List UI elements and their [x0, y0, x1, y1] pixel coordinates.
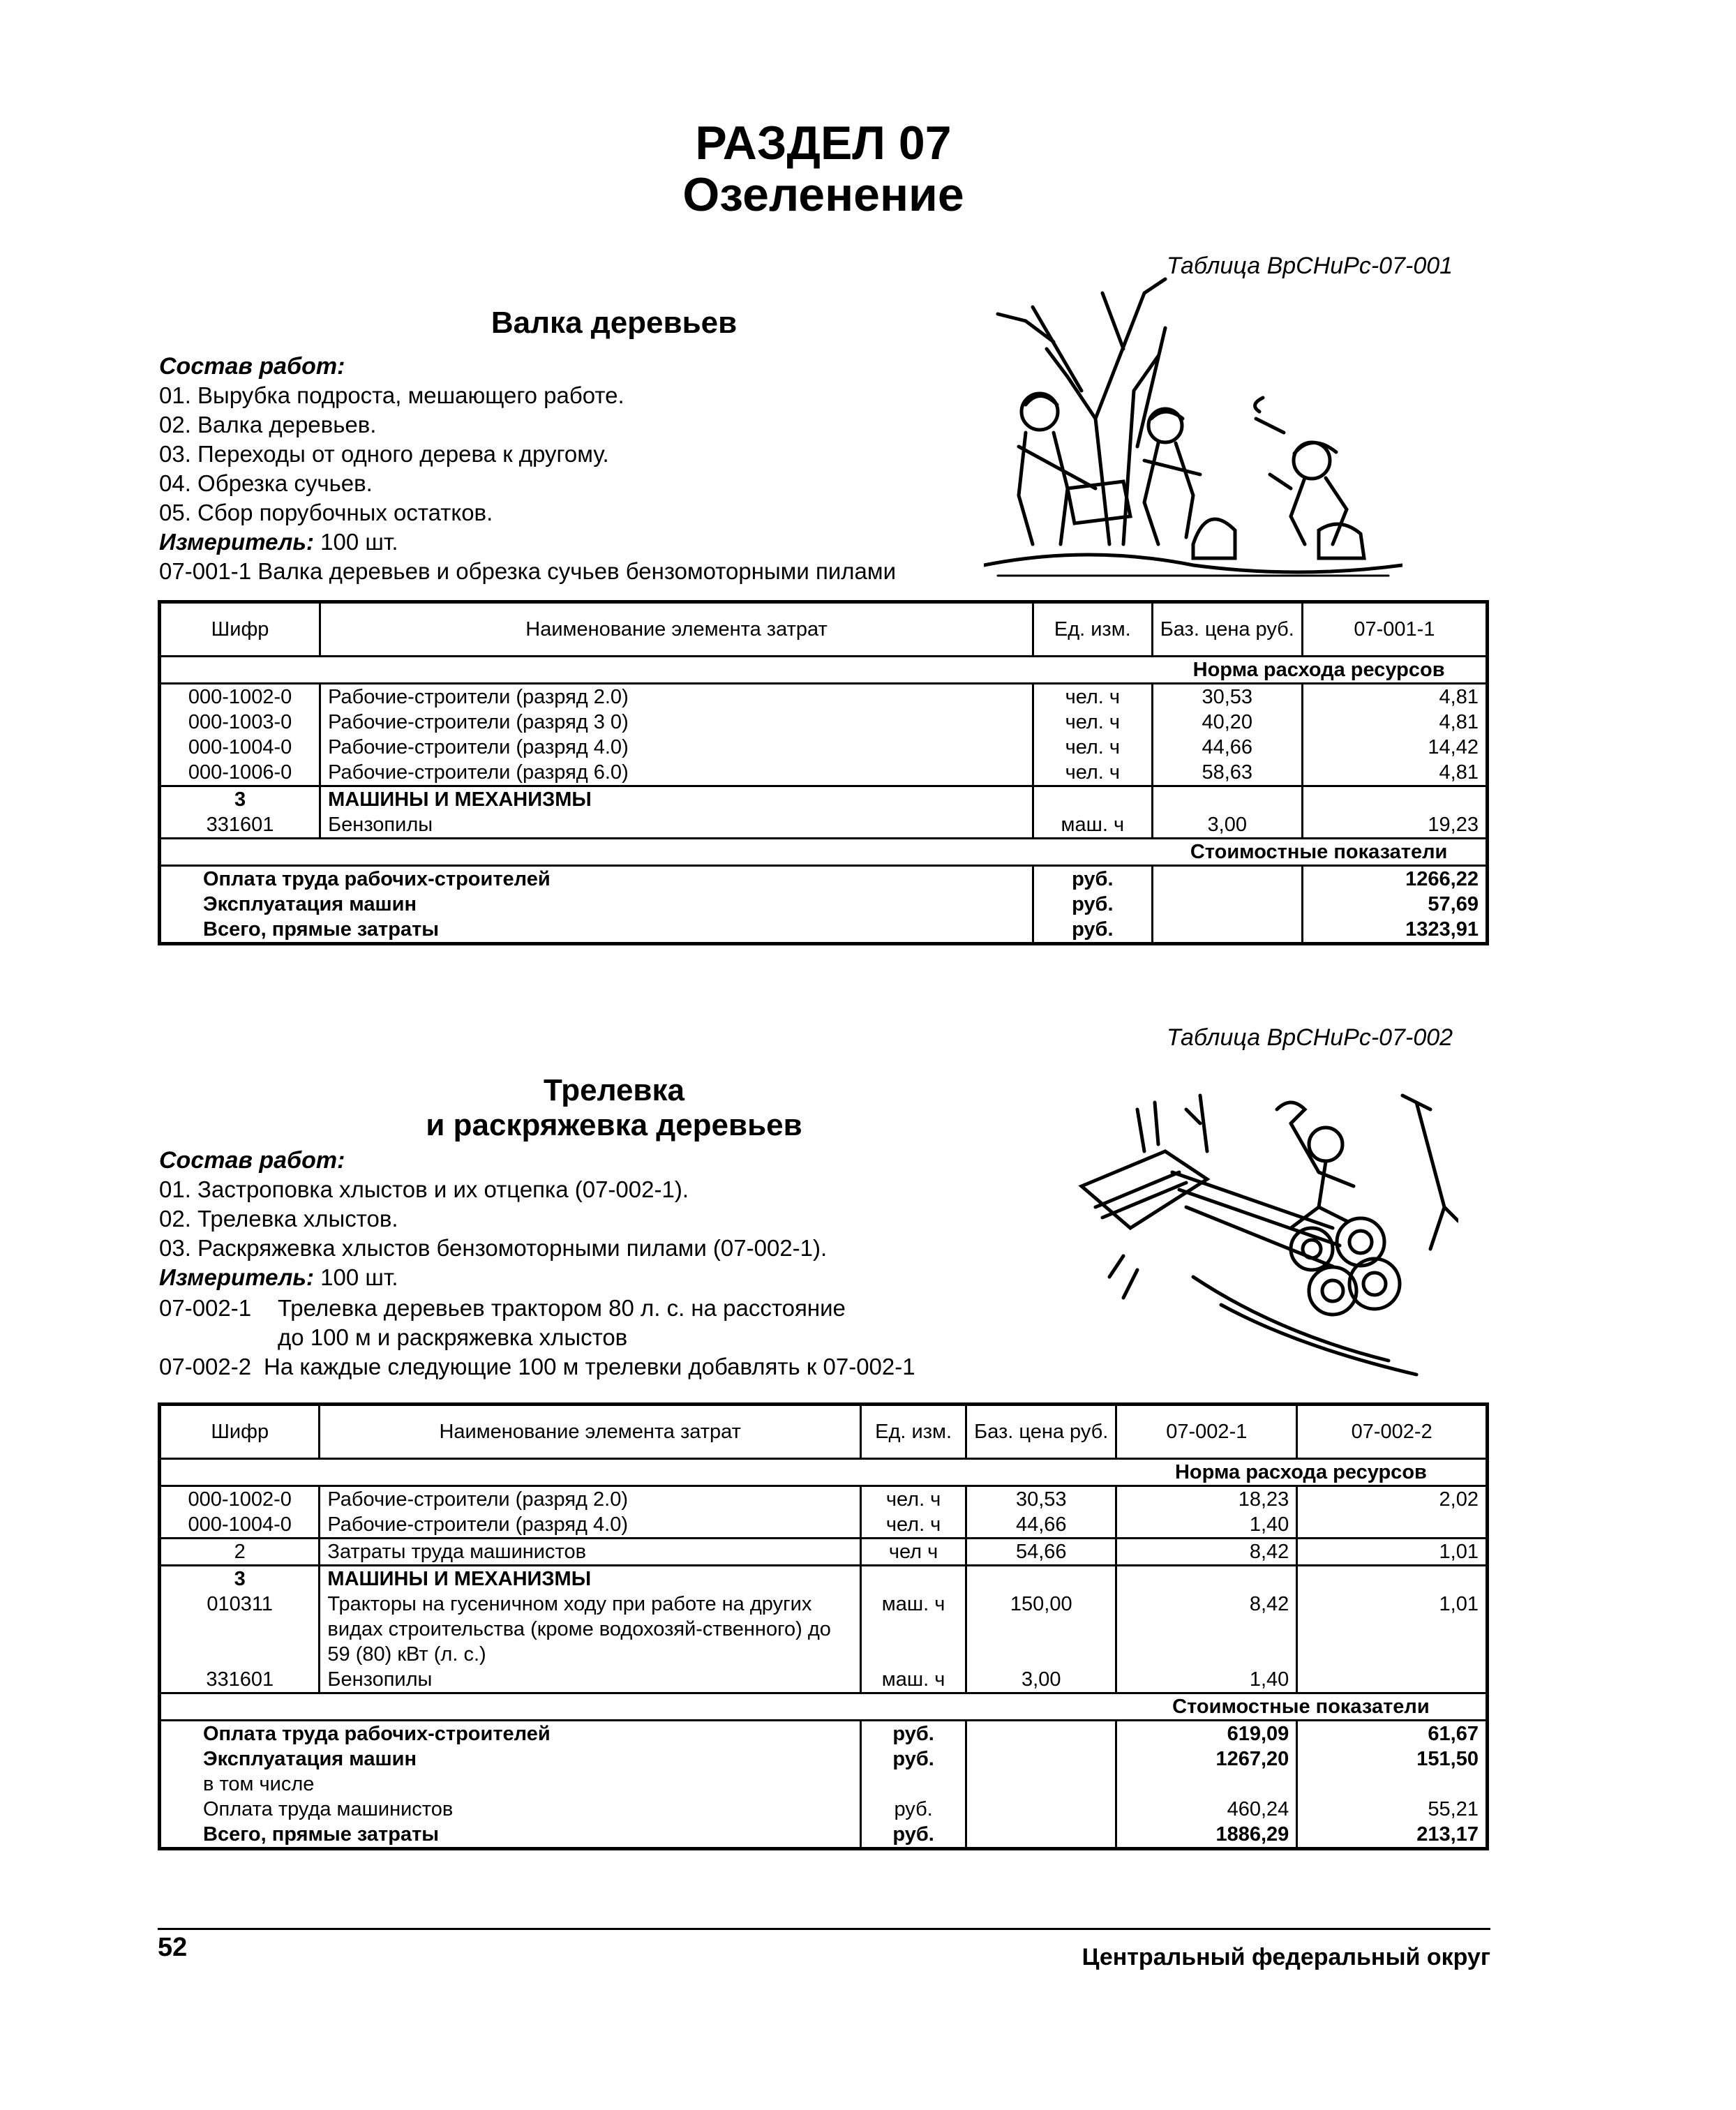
table1-step-4: 04. Обрезка сучьев.	[159, 470, 373, 496]
table2-item1-code: 07-002-1	[159, 1295, 252, 1321]
group-label: МАШИНЫ И МЕХАНИЗМЫ	[320, 1566, 861, 1592]
cell-unit: чел. ч	[1033, 760, 1152, 786]
footer-region: Центральный федеральный округ	[1082, 1944, 1490, 1970]
cost-value-1: 619,09	[1116, 1721, 1297, 1747]
cell-unit: чел. ч	[1033, 735, 1152, 760]
cost-label: Стоимостные показатели	[1152, 839, 1487, 866]
cell-name: Рабочие-строители (разряд 2.0)	[320, 684, 1033, 710]
norm-label-row	[160, 657, 1488, 684]
table1-title: Валка деревьев	[491, 306, 738, 340]
cost-value-2: 55,21	[1297, 1797, 1488, 1822]
cost-value-2: 213,17	[1297, 1822, 1488, 1849]
table-row	[160, 1592, 1488, 1667]
header-code: Шифр	[160, 602, 320, 657]
cell-name: Рабочие-строители (разряд 4.0)	[320, 735, 1033, 760]
cell-price: 44,66	[1152, 735, 1302, 760]
table2-item1-text-1: Трелевка деревьев трактором 80 л. с. на расстояние	[278, 1295, 846, 1321]
table2-item1-text-2: до 100 м и раскряжевка хлыстов	[278, 1324, 628, 1350]
table-row	[160, 684, 1488, 710]
cell-unit: маш. ч	[861, 1667, 966, 1693]
cell-code: 010311	[160, 1592, 320, 1667]
cell-name: Бензопилы	[320, 812, 1033, 839]
cell-unit: чел. ч	[861, 1512, 966, 1539]
cell-name: Рабочие-строители (разряд 4.0)	[320, 1512, 861, 1539]
cell-code: 2	[160, 1539, 320, 1566]
cost-unit: руб.	[1033, 866, 1152, 892]
cell-price: 30,53	[1152, 684, 1302, 710]
cell-name: Тракторы на гусеничном ходу при работе на других видах строительства (кроме водохозяй-ственного) до 59 (80) кВт (л. с.)	[320, 1592, 861, 1667]
cell-code: 000-1004-0	[160, 1512, 320, 1539]
table2-composition-label: Состав работ:	[159, 1147, 345, 1174]
table-row	[160, 710, 1488, 735]
footer-divider	[158, 1928, 1490, 1930]
cell-name: Бензопилы	[320, 1667, 861, 1693]
cost-value-1: 460,24	[1116, 1797, 1297, 1822]
table2-measure-label: Измеритель:	[159, 1264, 314, 1290]
header-col-07-002-1: 07-002-1	[1116, 1405, 1297, 1459]
table-ref-2: Таблица ВрСНиРс-07-002	[1167, 1024, 1453, 1051]
cell-value: 14,42	[1302, 735, 1487, 760]
cost-row	[160, 866, 1488, 892]
cell-value: 19,23	[1302, 812, 1487, 839]
cell-value: 4,81	[1302, 710, 1487, 735]
table2-title	[391, 1073, 837, 1143]
header-name: Наименование элемента затрат	[320, 1405, 861, 1459]
cost-name: Всего, прямые затраты	[160, 917, 1033, 944]
table1-measure	[159, 529, 398, 555]
cell-code: 000-1003-0	[160, 710, 320, 735]
machines-group-row	[160, 786, 1488, 813]
cell-value-2	[1297, 1667, 1488, 1693]
header-name: Наименование элемента затрат	[320, 602, 1033, 657]
cost-value-2: 151,50	[1297, 1746, 1488, 1772]
machines-group-row	[160, 1566, 1488, 1592]
cell-code: 331601	[160, 812, 320, 839]
cell-value-2: 1,01	[1297, 1592, 1488, 1667]
cell-value-2: 1,01	[1297, 1539, 1488, 1566]
table2-step-3: 03. Раскряжевка хлыстов бензомоторными пилами (07-002-1).	[159, 1235, 828, 1261]
cost-unit: руб.	[1033, 917, 1152, 944]
cell-name: Рабочие-строители (разряд 3 0)	[320, 710, 1033, 735]
cost-name: Эксплуатация машин	[160, 892, 1033, 917]
table-row	[160, 812, 1488, 839]
table1-item-line: 07-001-1 Валка деревьев и обрезка сучьев бензомоторными пилами	[159, 558, 896, 584]
page-number: 52	[158, 1933, 188, 1962]
cell-unit: маш. ч	[1033, 812, 1152, 839]
cell-price: 3,00	[1152, 812, 1302, 839]
table1-measure-value: 100 шт.	[320, 529, 398, 555]
header-col-07-002-2: 07-002-2	[1297, 1405, 1488, 1459]
cell-price: 58,63	[1152, 760, 1302, 786]
table2-measure	[159, 1264, 398, 1291]
section-title	[0, 117, 1647, 220]
table-row	[160, 1512, 1488, 1539]
cell-unit: чел. ч	[1033, 684, 1152, 710]
header-price: Баз. цена руб.	[1152, 602, 1302, 657]
cell-code: 000-1002-0	[160, 1486, 320, 1513]
header-unit: Ед. изм.	[861, 1405, 966, 1459]
lumberjacks-illustration	[984, 265, 1402, 586]
cost-row	[160, 1797, 1488, 1822]
table-ref-1: Таблица ВрСНиРс-07-001	[1167, 253, 1453, 279]
cell-price: 3,00	[966, 1667, 1116, 1693]
table2-step-1: 01. Застроповка хлыстов и их отцепка (07-002-1).	[159, 1176, 689, 1202]
cost-label-row	[160, 1693, 1488, 1721]
cost-name: Оплата труда рабочих-строителей	[160, 866, 1033, 892]
table2-item2-code: 07-002-2	[159, 1354, 252, 1379]
cost-value: 1266,22	[1302, 866, 1487, 892]
cost-unit: руб.	[861, 1746, 966, 1772]
cell-value-1: 8,42	[1116, 1592, 1297, 1667]
operators-row	[160, 1539, 1488, 1566]
cell-price: 30,53	[966, 1486, 1116, 1513]
cost-unit: руб.	[1033, 892, 1152, 917]
cost-unit: руб.	[861, 1797, 966, 1822]
cost-name: Оплата труда рабочих-строителей	[160, 1721, 861, 1747]
cost-value-1: 1267,20	[1116, 1746, 1297, 1772]
cell-value-1: 1,40	[1116, 1667, 1297, 1693]
section-name: Озеленение	[682, 168, 964, 221]
table-header-row	[160, 1405, 1488, 1459]
cell-code: 000-1006-0	[160, 760, 320, 786]
cell-price: 150,00	[966, 1592, 1116, 1667]
table2-title-line1: Трелевка	[544, 1073, 684, 1107]
cell-value-1: 1,40	[1116, 1512, 1297, 1539]
cost-row	[160, 892, 1488, 917]
group-label: МАШИНЫ И МЕХАНИЗМЫ	[320, 786, 1033, 813]
group-code: 3	[160, 1566, 320, 1592]
cell-value-1: 18,23	[1116, 1486, 1297, 1513]
cell-value: 4,81	[1302, 760, 1487, 786]
table2-measure-value: 100 шт.	[320, 1264, 398, 1290]
cost-name: Оплата труда машинистов	[160, 1797, 861, 1822]
resource-table-1	[158, 600, 1489, 945]
table-row	[160, 1667, 1488, 1693]
cell-code: 000-1004-0	[160, 735, 320, 760]
cell-name: Рабочие-строители (разряд 2.0)	[320, 1486, 861, 1513]
cost-row	[160, 1746, 1488, 1772]
cell-price: 44,66	[966, 1512, 1116, 1539]
cost-label-row	[160, 839, 1488, 866]
cost-value-2: 61,67	[1297, 1721, 1488, 1747]
table1-step-5: 05. Сбор порубочных остатков.	[159, 500, 493, 525]
table2-title-line2: и раскряжевка деревьев	[426, 1108, 802, 1142]
cost-row	[160, 917, 1488, 944]
table-row	[160, 735, 1488, 760]
table-row	[160, 1486, 1488, 1513]
table2-step-2: 02. Трелевка хлыстов.	[159, 1206, 398, 1232]
norm-label-row	[160, 1459, 1488, 1486]
norm-label: Норма расхода ресурсов	[1116, 1459, 1488, 1486]
cell-value-2: 2,02	[1297, 1486, 1488, 1513]
cost-row	[160, 1721, 1488, 1747]
table-header-row	[160, 602, 1488, 657]
header-price: Баз. цена руб.	[966, 1405, 1116, 1459]
header-code: Шифр	[160, 1405, 320, 1459]
cost-row	[160, 1822, 1488, 1849]
cell-value-2	[1297, 1512, 1488, 1539]
cell-price: 40,20	[1152, 710, 1302, 735]
table1-step-1: 01. Вырубка подроста, мешающего работе.	[159, 382, 624, 408]
cell-unit: чел. ч	[861, 1486, 966, 1513]
group-code: 3	[160, 786, 320, 813]
table-row	[160, 760, 1488, 786]
cost-row	[160, 1772, 1488, 1797]
cell-value: 4,81	[1302, 684, 1487, 710]
table1-step-2: 02. Валка деревьев.	[159, 412, 377, 437]
header-unit: Ед. изм.	[1033, 602, 1152, 657]
cell-price: 54,66	[966, 1539, 1116, 1566]
resource-table-2	[158, 1402, 1489, 1850]
cost-value: 57,69	[1302, 892, 1487, 917]
table1-composition-label: Состав работ:	[159, 353, 345, 380]
table2-item2-text: На каждые следующие 100 м трелевки добавлять к 07-002-1	[264, 1354, 915, 1379]
norm-label: Норма расхода ресурсов	[1152, 657, 1487, 684]
cell-code: 000-1002-0	[160, 684, 320, 710]
cost-label: Стоимостные показатели	[1116, 1693, 1488, 1721]
header-col-07-001-1: 07-001-1	[1302, 602, 1487, 657]
cost-name: Эксплуатация машин	[160, 1746, 861, 1772]
cost-including-label: в том числе	[160, 1772, 861, 1797]
cell-unit: чел ч	[861, 1539, 966, 1566]
section-number: РАЗДЕЛ 07	[695, 117, 952, 170]
cost-value: 1323,91	[1302, 917, 1487, 944]
cell-name: Затраты труда машинистов	[320, 1539, 861, 1566]
cost-unit: руб.	[861, 1822, 966, 1849]
cost-value-1: 1886,29	[1116, 1822, 1297, 1849]
cell-unit: маш. ч	[861, 1592, 966, 1667]
cell-value-1: 8,42	[1116, 1539, 1297, 1566]
cell-name: Рабочие-строители (разряд 6.0)	[320, 760, 1033, 786]
cost-name: Всего, прямые затраты	[160, 1822, 861, 1849]
table1-step-3: 03. Переходы от одного дерева к другому.	[159, 441, 609, 467]
cost-unit: руб.	[861, 1721, 966, 1747]
cell-unit: чел. ч	[1033, 710, 1152, 735]
cell-code: 331601	[160, 1667, 320, 1693]
log-skidding-illustration	[1068, 1068, 1458, 1389]
table1-measure-label: Измеритель:	[159, 529, 314, 555]
